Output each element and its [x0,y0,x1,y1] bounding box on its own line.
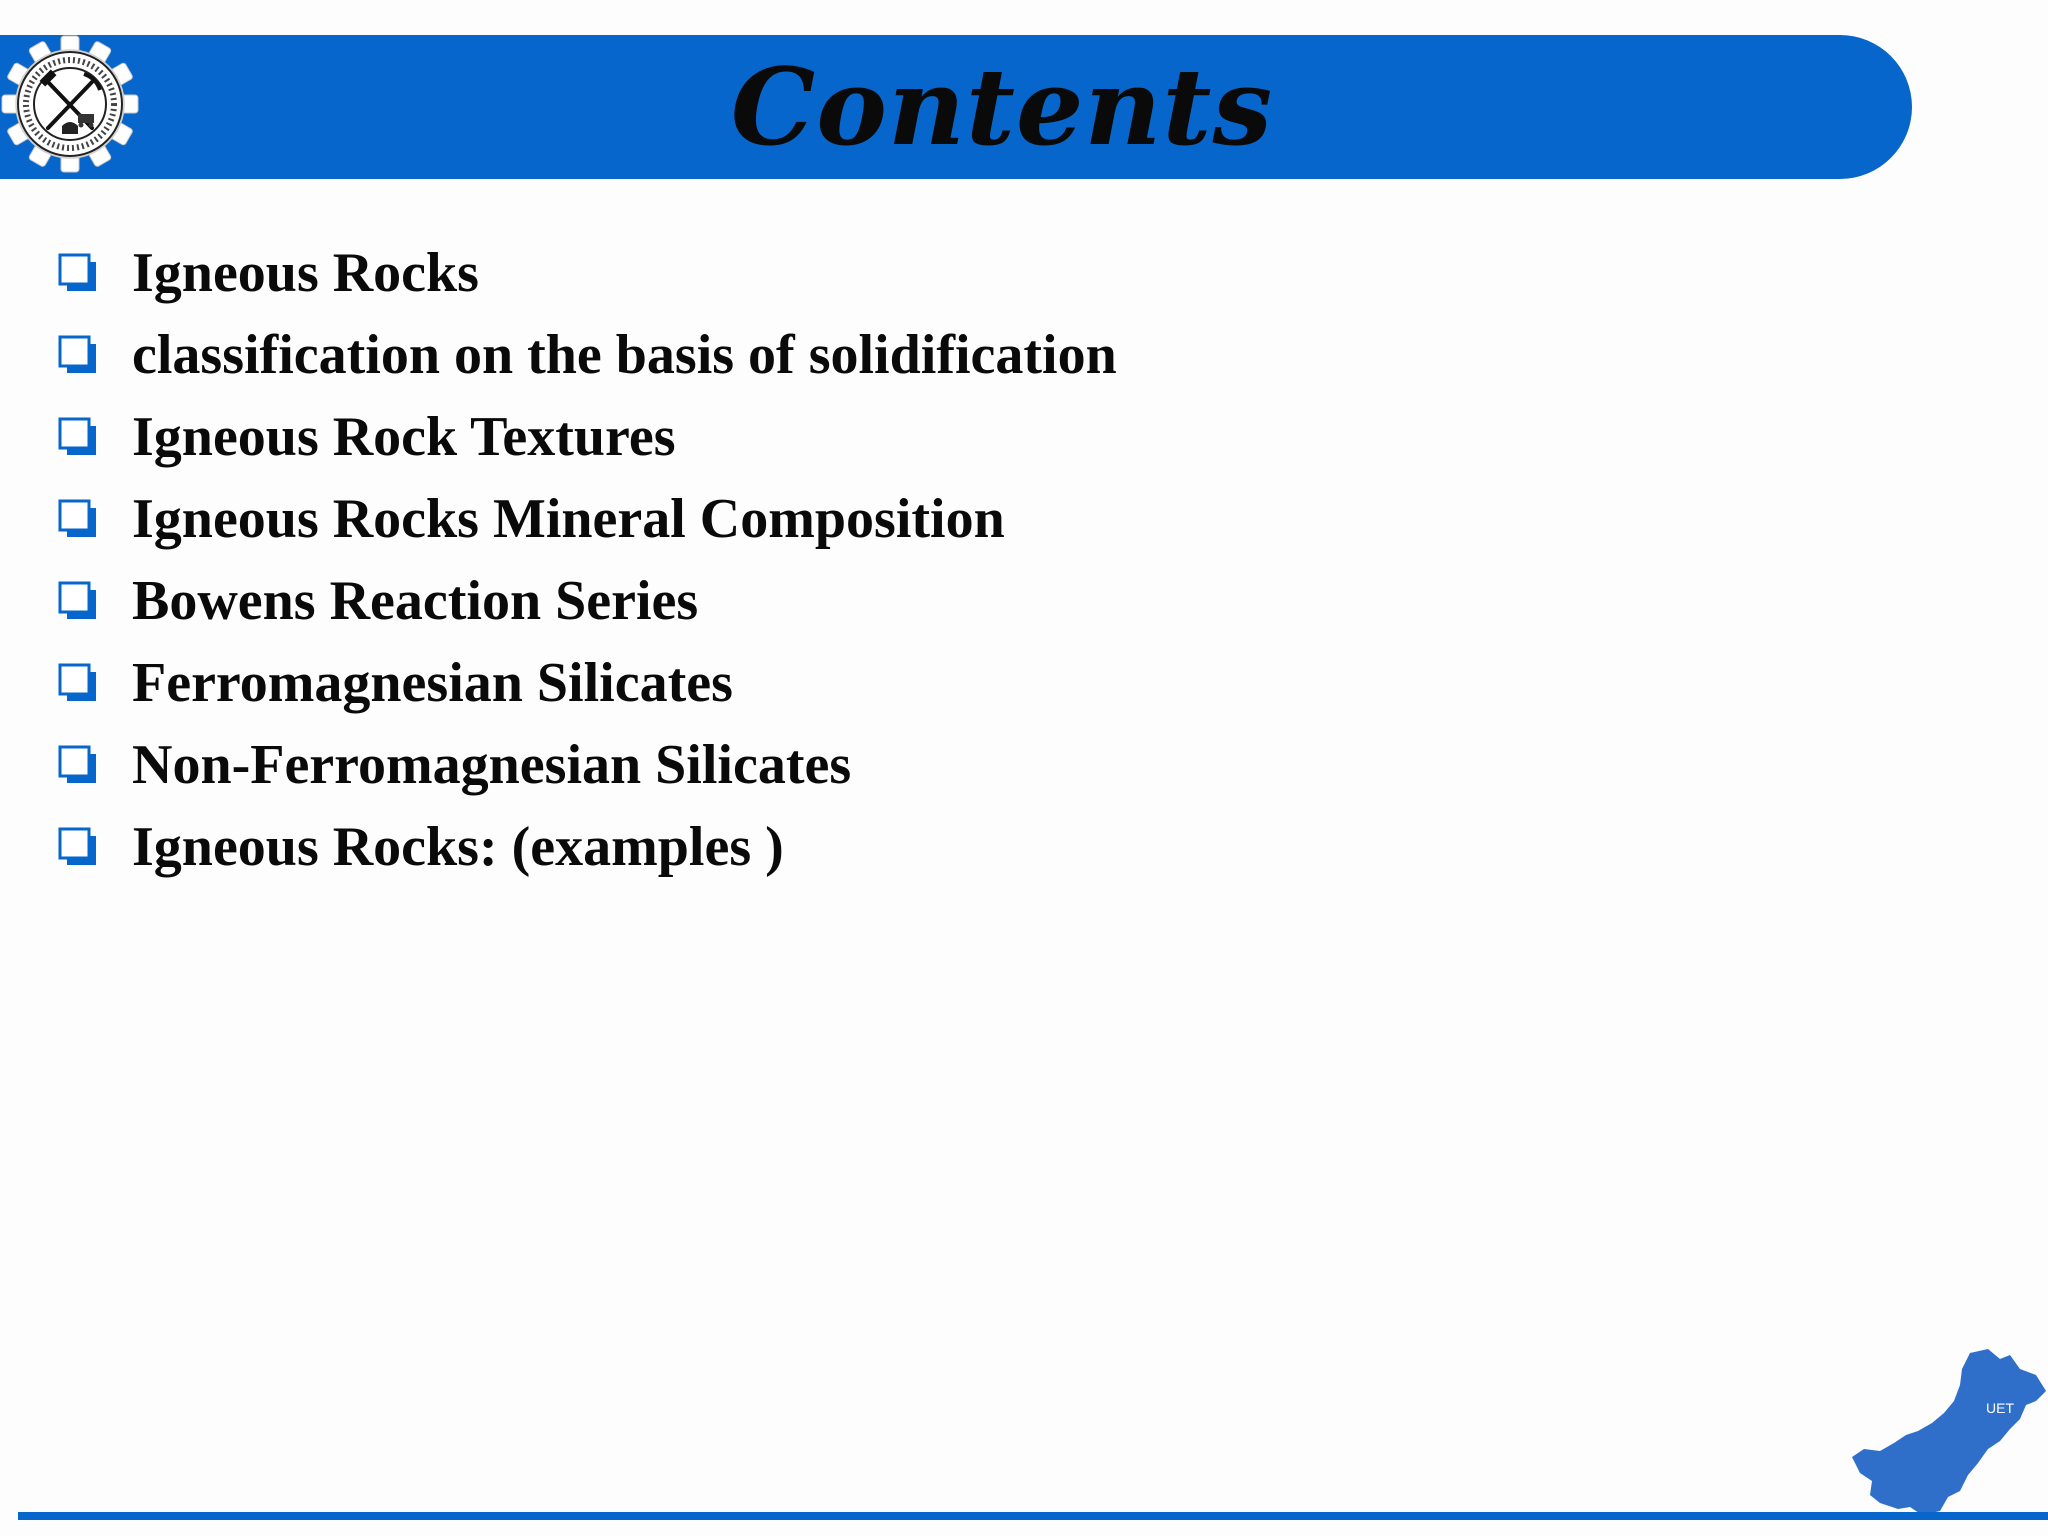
contents-list [58,232,1117,888]
checkbox-bullet-icon [58,499,98,539]
list-item-label: Non-Ferromagnesian Silicates [132,734,852,796]
checkbox-bullet-icon [58,663,98,703]
list-item-label: Ferromagnesian Silicates [132,652,733,714]
mining-department-seal-logo [0,34,140,174]
list-item [58,314,1117,396]
checkbox-bullet-icon [58,581,98,621]
footer-divider [18,1512,2048,1520]
list-item [58,806,1117,888]
list-item [58,642,1117,724]
pakistan-map-logo [1850,1345,2048,1517]
list-item-label: Igneous Rocks Mineral Composition [132,488,1005,550]
list-item [58,396,1117,478]
list-item-label: Bowens Reaction Series [132,570,699,632]
checkbox-bullet-icon [58,827,98,867]
list-item [58,724,1117,806]
checkbox-bullet-icon [58,253,98,293]
list-item-label: classification on the basis of solidification [132,324,1117,386]
list-item-label: Igneous Rock Textures [132,406,676,468]
list-item [58,232,1117,314]
list-item [58,560,1117,642]
map-logo-label: UET [1986,1400,2014,1416]
list-item-label: Igneous Rocks [132,242,479,304]
slide-title: Contents [730,44,1274,169]
checkbox-bullet-icon [58,335,98,375]
list-item [58,478,1117,560]
list-item-label: Igneous Rocks: (examples ) [132,816,784,878]
checkbox-bullet-icon [58,417,98,457]
checkbox-bullet-icon [58,745,98,785]
